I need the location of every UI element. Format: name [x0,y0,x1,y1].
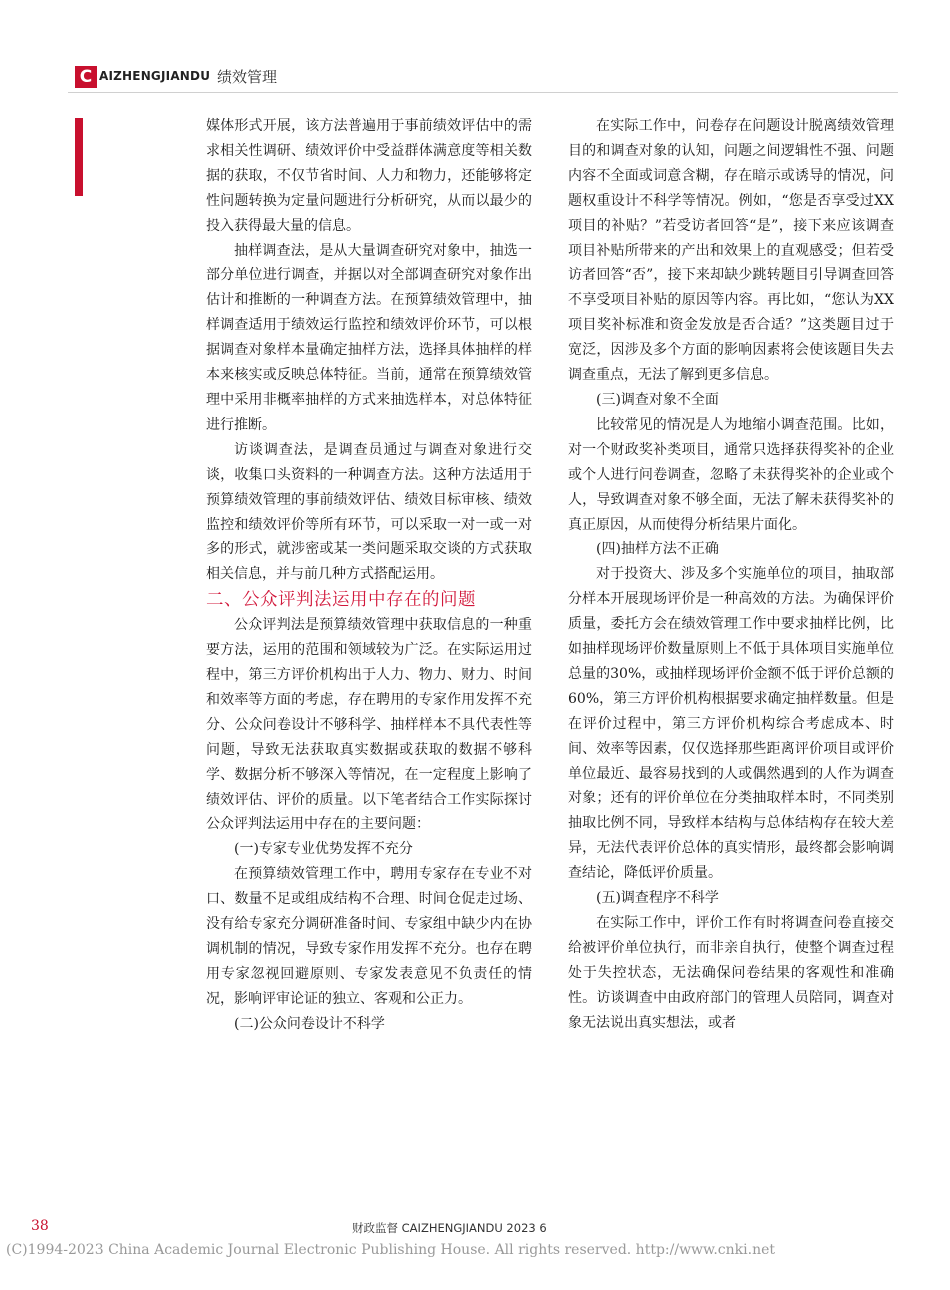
section-title: 绩效管理 [217,68,278,86]
left-text-column [206,114,532,1037]
paragraph: 在实际工作中，评价工作有时将调查问卷直接交给被评价单位执行，而非亲自执行，使整个调查过程处于失控状态，无法确保问卷结果的客观性和准确性。访谈调查中由政府部门的管理人员陪同，调查对象无法说出真实想法，或者 [568,915,894,1031]
footer-journal-info: 财政监督 CAIZHENGJIANDU 2023 6 [352,1221,547,1235]
header-divider [68,92,898,93]
page-number: 38 [31,1218,49,1234]
paragraph: 访谈调查法，是调查员通过与调查对象进行交谈，收集口头资料的一种调查方法。这种方法适用于预算绩效管理的事前绩效评估、绩效目标审核、绩效监控和绩效评价等所有环节，可以采取一对一或一对多的形式，就涉密或某一类问题采取交谈的方式获取相关信息，并与前几种方式搭配运用。 [206,441,532,583]
paragraph: 抽样调查法，是从大量调查研究对象中，抽选一部分单位进行调查，并据以对全部调查研究对象作出估计和推断的一种调查方法。在预算绩效管理中，抽样调查适用于绩效运行监控和绩效评价环节，可以根据调查对象样本量确定抽样方法，选择具体抽样的样本来核实或反映总体特征。当前，通常在预算绩效管理中采用非概率抽样的方式来抽选样本，对总体特征进行推断。 [206,242,532,433]
paragraph: 比较常见的情况是人为地缩小调查范围。比如，对一个财政奖补类项目，通常只选择获得奖补的企业或个人进行问卷调查，忽略了未获得奖补的企业或个人，导致调查对象不够全面，无法了解未获得奖补的真正原因，从而使得分析结果片面化。 [568,416,894,533]
paragraph: 对于投资大、涉及多个实施单位的项目，抽取部分样本开展现场评价是一种高效的方法。为确保评价质量，委托方会在绩效管理工作中要求抽样比例，比如抽样现场评价数量原则上不低于具体项目实施单位总量的30%，或抽样现场评价金额不低于评价总额的60%，第三方评价机构根据要求确定抽样数量。但是在评价过程中，第三方评价机构综合考虑成本、时间、效率等因素，仅仅选择那些距离评价项目或评价单位最近、最容易找到的人或偶然遇到的人作为调查对象；还有的评价单位在分类抽取样本时，不同类别抽取比例不同，导致样本结构与总体结构存在较大差异，无法代表评价总体的真实情形，最终都会影响调查结论，降低评价质量。 [568,566,894,882]
journal-logo-initial: C [75,66,97,88]
subsection-heading: (五)调查程序不科学 [596,890,719,907]
subsection-heading: (二)公众问卷设计不科学 [234,1015,385,1032]
page-header [68,64,898,92]
paragraph: 媒体形式开展，该方法普遍用于事前绩效评估中的需求相关性调研、绩效评价中受益群体满意度等相关数据的获取，不仅节省时间、人力和物力，还能够将定性问题转换为定量问题进行分析研究，从而以最少的投入获得最大量的信息。 [206,118,532,234]
page-footer [0,1218,950,1238]
section-heading: 二、公众评判法运用中存在的问题 [206,590,476,611]
subsection-heading: (四)抽样方法不正确 [596,541,719,558]
red-accent-bar [75,118,83,196]
subsection-heading: (一)专家专业优势发挥不充分 [234,841,413,858]
paragraph: 在预算绩效管理工作中，聘用专家存在专业不对口、数量不足或组成结构不合理、时间仓促走过场、没有给专家充分调研准备时间、专家组中缺少内在协调机制的情况，导致专家作用发挥不充分。也存在聘用专家忽视回避原则、专家发表意见不负责任的情况，影响评审论证的独立、客观和公正力。 [206,866,532,1007]
copyright-notice: (C)1994-2023 China Academic Journal Electronic Publishing House. All rights reserved. http://www.cnki.net [6,1242,776,1258]
right-text-column [568,114,894,1036]
paragraph: 公众评判法是预算绩效管理中获取信息的一种重要方法，运用的范围和领域较为广泛。在实际运用过程中，第三方评价机构出于人力、物力、财力、时间和效率等方面的考虑，存在聘用的专家作用发挥不充分、公众问卷设计不够科学、抽样样本不具代表性等问题，导致无法获取真实数据或获取的数据不够科学、数据分析不够深入等情况，在一定程度上影响了绩效评估、评价的质量。以下笔者结合工作实际探讨公众评判法运用中存在的主要问题： [206,617,532,833]
subsection-heading: (三)调查对象不全面 [596,391,719,408]
paragraph: 在实际工作中，问卷存在问题设计脱离绩效管理目的和调查对象的认知，问题之间逻辑性不强、问题内容不全面或词意含糊，存在暗示或诱导的情况，问题权重设计不科学等情况。例如，“您是否享受过XX项目的补贴？”若受访者回答“是”，接下来应该调查项目补贴所带来的产出和效果上的直观感受；但若受访者回答“否”，接下来却缺少跳转题目引导调查回答不享受项目补贴的原因等内容。再比如，“您认为XX项目奖补标准和资金发放是否合适？”这类题目过于宽泛，因涉及多个方面的影响因素将会使该题目失去调查重点，无法了解到更多信息。 [568,118,894,384]
journal-logo-text: AIZHENGJIANDU [99,69,211,83]
